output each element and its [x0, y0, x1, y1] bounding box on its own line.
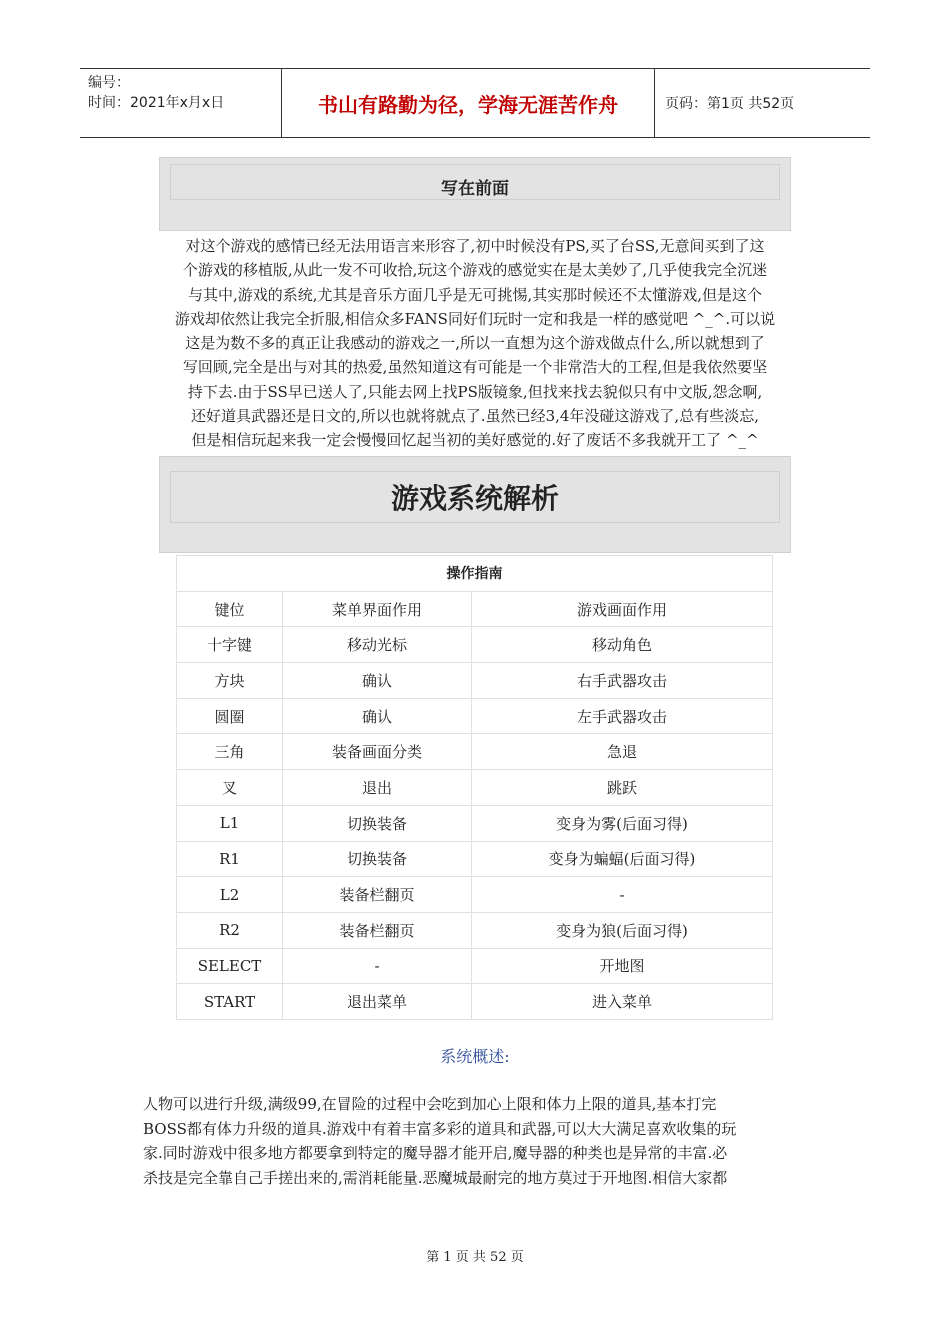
table-cell: 右手武器攻击 [472, 663, 773, 699]
table-cell: 确认 [283, 698, 472, 734]
preface-line: 这是为数不多的真正让我感动的游戏之一,所以一直想为这个游戏做点什么,所以就想到了 [185, 334, 765, 353]
header-page-info: 页码：第1页 共52页 [665, 96, 795, 112]
preface-line: 写回顾,完全是出与对其的热爱,虽然知道这有可能是一个非常浩大的工程,但是我依然要坚 [182, 358, 768, 377]
table-cell: 方块 [177, 663, 283, 699]
table-row [177, 627, 773, 663]
time-label: 时间：2021年x月x日 [88, 95, 225, 111]
table-row [177, 698, 773, 734]
table-header-row [177, 591, 773, 627]
table-cell: 切换装备 [283, 805, 472, 841]
overview-line: BOSS都有体力升级的道具.游戏中有着丰富多彩的道具和武器,可以大大满足喜欢收集的玩 [143, 1119, 737, 1138]
header-cell: 菜单界面作用 [283, 591, 472, 627]
preface-line: 还好道具武器还是日文的,所以也就将就点了.虽然已经3,4年没碰这游戏了,总有些淡忘, [191, 407, 759, 426]
table-row [177, 877, 773, 913]
table-cell: 左手武器攻击 [472, 698, 773, 734]
preface-paragraph [140, 234, 810, 453]
preface-title: 写在前面 [441, 179, 509, 199]
overview-paragraph [143, 1092, 808, 1190]
preface-line: 游戏却依然让我完全折服,相信众多FANS同好们玩时一定和我是一样的感觉吧 ^_^.可以说 [174, 309, 776, 328]
table-row [177, 805, 773, 841]
table-cell: 变身为狼(后面习得) [472, 912, 773, 948]
preface-line: 持下去.由于SS早已送人了,只能去网上找PS版镜象,但找来找去貌似只有中文版,怨念啊, [187, 382, 763, 401]
overview-line: 家.同时游戏中很多地方都要拿到特定的魔导器才能开启,魔导器的种类也是异常的丰富.必 [143, 1144, 728, 1162]
table-cell: 跳跃 [472, 770, 773, 806]
table-row [177, 770, 773, 806]
table-cell: 装备画面分类 [283, 734, 472, 770]
table-cell: 装备栏翻页 [283, 877, 472, 913]
table-cell: - [472, 877, 773, 913]
section-title: 游戏系统解析 [390, 482, 559, 515]
table-row [177, 912, 773, 948]
header-meta [80, 69, 282, 137]
table-row [177, 948, 773, 984]
table-row [177, 734, 773, 770]
preface-line: 但是相信玩起来我一定会慢慢回忆起当初的美好感觉的.好了废话不多我就开工了 ^_^ [191, 431, 759, 450]
section-title-box [159, 456, 791, 553]
overview-title: 系统概述: [440, 1047, 510, 1066]
table-cell: L1 [177, 805, 283, 841]
page-footer: 第 1 页 共 52 页 [426, 1250, 524, 1265]
table-cell: 移动光标 [283, 627, 472, 663]
header-cell: 游戏画面作用 [472, 591, 773, 627]
table-cell: 退出 [283, 770, 472, 806]
table-cell: 进入菜单 [472, 984, 773, 1020]
header-motto: 书山有路勤为径，学海无涯苦作舟 [282, 69, 655, 137]
preface-line: 个游戏的移植版,从此一发不可收拾,玩这个游戏的感觉实在是太美妙了,几乎使我完全沉迷 [182, 261, 768, 280]
table-cell: 开地图 [472, 948, 773, 984]
table-row [177, 663, 773, 699]
table-cell: R1 [177, 841, 283, 877]
table-cell: 确认 [283, 663, 472, 699]
table-row [177, 984, 773, 1020]
table-cell: 移动角色 [472, 627, 773, 663]
table-cell: START [177, 984, 283, 1020]
table-cell: 变身为雾(后面习得) [472, 805, 773, 841]
number-label: 编号： [88, 75, 130, 91]
preface-line: 与其中,游戏的系统,尤其是音乐方面几乎是无可挑惕,其实那时候还不太懂游戏,但是这个 [187, 285, 763, 304]
controls-table [176, 555, 773, 1020]
table-cell: L2 [177, 877, 283, 913]
table-cell: - [283, 948, 472, 984]
table-cell: R2 [177, 912, 283, 948]
table-cell: 切换装备 [283, 841, 472, 877]
table-cell: 退出菜单 [283, 984, 472, 1020]
table-cell: 圆圈 [177, 698, 283, 734]
table-cell: 十字键 [177, 627, 283, 663]
preface-title-box [159, 157, 791, 231]
table-cell: SELECT [177, 948, 283, 984]
header-cell: 键位 [177, 591, 283, 627]
table-cell: 装备栏翻页 [283, 912, 472, 948]
table-cell: 急退 [472, 734, 773, 770]
header-table [80, 68, 870, 138]
overview-line: 杀技是完全靠自己手搓出来的,需消耗能量.恶魔城最耐完的地方莫过于开地图.相信大家都 [143, 1168, 728, 1187]
preface-line: 对这个游戏的感情已经无法用语言来形容了,初中时候没有PS,买了台SS,无意间买到了这 [185, 237, 765, 255]
table-row [177, 841, 773, 877]
table-cell: 三角 [177, 734, 283, 770]
table-caption-row [177, 556, 773, 592]
table-cell: 叉 [177, 770, 283, 806]
table-caption: 操作指南 [177, 556, 773, 592]
table-cell: 变身为蝙蝠(后面习得) [472, 841, 773, 877]
overview-line: 人物可以进行升级,满级99,在冒险的过程中会吃到加心上限和体力上限的道具,基本打完 [143, 1095, 717, 1113]
